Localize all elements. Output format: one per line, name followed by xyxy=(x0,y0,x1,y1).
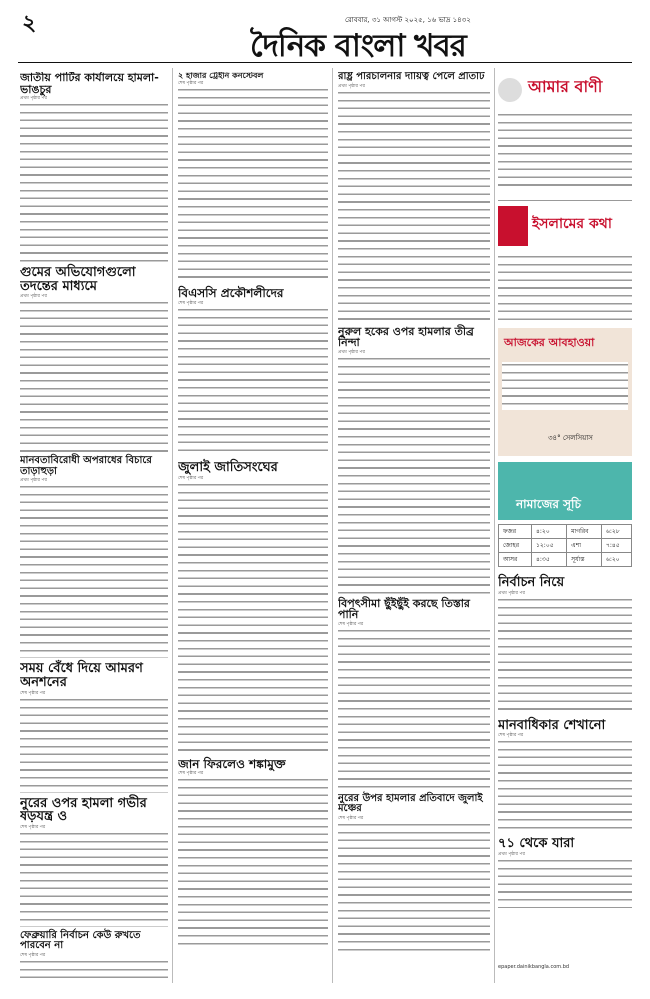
prayer-time: ৬:২০ xyxy=(601,553,631,567)
article-body-d3 xyxy=(498,858,632,908)
sidebar xyxy=(498,72,632,984)
headline-a6: ফেব্রুয়ারি নির্বাচন কেউ রুখতে পারবেন না xyxy=(20,929,141,952)
page-number: ২ xyxy=(22,10,37,36)
prayer-time: ৪:২০ xyxy=(532,525,567,539)
amar-bani-text xyxy=(498,112,632,192)
column-2 xyxy=(178,72,328,984)
sidebar-articles xyxy=(498,576,632,908)
prayer-name: জোহর xyxy=(499,539,532,553)
mosque-icon xyxy=(498,206,528,246)
byline-a5: শেষ পৃষ্ঠার পর xyxy=(20,824,46,830)
prayer-name: আসর xyxy=(499,553,532,567)
prayer-table xyxy=(498,524,632,567)
column-divider xyxy=(172,68,173,983)
byline-a4: শেষ পৃষ্ঠার পর xyxy=(20,690,46,696)
headline-b1: ২ হাজার ট্রেইনি কনস্টেবল xyxy=(178,72,264,80)
article-body-c1 xyxy=(338,90,490,322)
section-divider xyxy=(498,200,632,201)
byline-a1: প্রথম পৃষ্ঠার পর xyxy=(20,96,47,102)
masthead: দৈনিক বাংলা খবর xyxy=(250,28,466,64)
article-body-c4 xyxy=(338,822,490,952)
byline-a6: শেষ পৃষ্ঠার পর xyxy=(20,952,46,958)
weather-box xyxy=(498,328,632,456)
islam-text xyxy=(498,254,632,320)
byline-d2: শেষ পৃষ্ঠার পর xyxy=(498,733,524,739)
article-body-a6 xyxy=(20,959,168,984)
prayer-time: ৪:৩৫ xyxy=(532,553,567,567)
byline-d3: প্রথম পৃষ্ঠার পর xyxy=(498,851,525,857)
byline-b1: শেষ পৃষ্ঠার পর xyxy=(178,81,204,87)
article-body-b1 xyxy=(178,87,328,283)
byline-c1: প্রথম পৃষ্ঠার পর xyxy=(338,83,365,89)
headline-b2: বিএসসি প্রকৌশলীদের xyxy=(178,286,284,301)
article-body-b3 xyxy=(178,482,328,754)
headline-c2: নুরুল হকের ওপর হামলার তীব্র নিন্দা xyxy=(338,324,474,350)
byline-d1: প্রথম পৃষ্ঠার পর xyxy=(498,590,525,596)
article-body-b4 xyxy=(178,777,328,949)
headline-a3: মানবতাবিরোধী অপরাধের বিচারে তাড়াহুড়া xyxy=(20,455,152,477)
article-body-a3 xyxy=(20,484,168,658)
weather-temp: ৩৪° সেলসিয়াস xyxy=(548,434,593,442)
avatar xyxy=(498,78,522,102)
column-divider xyxy=(332,68,333,983)
headline-a5: নুরের ওপর হামলা গভীর ষড়যন্ত্র ও xyxy=(20,795,147,825)
column-1 xyxy=(20,72,168,984)
prayer-name: এশা xyxy=(567,539,602,553)
headline-d1: নির্বাচন নিয়ে xyxy=(498,575,565,590)
prayer-name: ফজর xyxy=(499,525,532,539)
byline-b4: শেষ পৃষ্ঠার পর xyxy=(178,771,204,777)
weather-title: আজকের আবহাওয়া xyxy=(504,336,595,349)
byline-a2: প্রথম পৃষ্ঠার পর xyxy=(20,294,47,300)
headline-b3: জুলাই জাতিসংঘের xyxy=(178,459,278,475)
prayer-banner xyxy=(498,462,632,520)
weather-text xyxy=(502,362,628,410)
article-body-a5 xyxy=(20,831,168,927)
masthead-rule xyxy=(18,62,632,63)
headline-d2: মানবাধিকার শেখানো xyxy=(498,717,606,733)
amar-bani-box xyxy=(498,72,632,108)
epaper-link[interactable]: epaper.dainikbangla.com.bd xyxy=(498,964,570,970)
prayer-name: সূর্যাস্ত xyxy=(567,553,602,567)
byline-b3: শেষ পৃষ্ঠার পর xyxy=(178,475,204,481)
prayer-time: ৭:৪৫ xyxy=(601,539,631,553)
byline-c4: শেষ পৃষ্ঠার পর xyxy=(338,815,364,821)
byline-c3: শেষ পৃষ্ঠার পর xyxy=(338,621,364,627)
prayer-name: মাগরিব xyxy=(567,525,602,539)
column-3 xyxy=(338,72,490,984)
prayer-title: নামাজের সূচি xyxy=(516,497,581,511)
article-body-a1 xyxy=(20,102,168,262)
article-body-d1 xyxy=(498,597,632,715)
article-body-c3 xyxy=(338,628,490,790)
headline-b4: জান ফিরলেও শঙ্কামুক্ত xyxy=(178,756,286,771)
prayer-time: ১২:০৫ xyxy=(532,539,567,553)
amar-bani-title: আমার বাণী xyxy=(528,77,603,96)
headline-c1: রাষ্ট্র পরিচালনার দায়িত্ব পেলে প্রতিটি xyxy=(338,72,485,82)
article-body-b2 xyxy=(178,307,328,457)
article-body-c2 xyxy=(338,356,490,594)
headline-a2: গুমের অভিযোগগুলো তদন্তের মাধ্যমে xyxy=(20,265,136,294)
headline-c3: বিপৎসীমা ছুঁইছুঁই করছে তিস্তার পানি xyxy=(338,596,470,622)
byline-c2: প্রথম পৃষ্ঠার পর xyxy=(338,349,365,355)
column-divider xyxy=(494,68,495,983)
article-body-a4 xyxy=(20,697,168,793)
article-body-a2 xyxy=(20,300,168,452)
headline-d3: ৭১ থেকে যারা xyxy=(498,836,575,852)
date-line: রোববার, ৩১ আগস্ট ২০২৫, ১৬ ভাদ্র ১৪৩২ xyxy=(345,16,471,24)
headline-a4: সময় বেঁধে দিয়ে আমরণ অনশনের xyxy=(20,661,143,691)
byline-b2: শেষ পৃষ্ঠার পর xyxy=(178,300,204,306)
prayer-time: ৬:২৮ xyxy=(601,525,631,539)
article-body-d2 xyxy=(498,739,632,833)
islam-title: ইসলামের কথা xyxy=(532,216,612,232)
headline-c4: নুরের উপর হামলার প্রতিবাদে জুলাই মঞ্চের xyxy=(338,792,483,815)
byline-a3: প্রথম পৃষ্ঠার পর xyxy=(20,478,47,484)
headline-a1: জাতীয় পার্টির কার্যালয়ে হামলা-ভাঙচুর xyxy=(20,72,159,96)
